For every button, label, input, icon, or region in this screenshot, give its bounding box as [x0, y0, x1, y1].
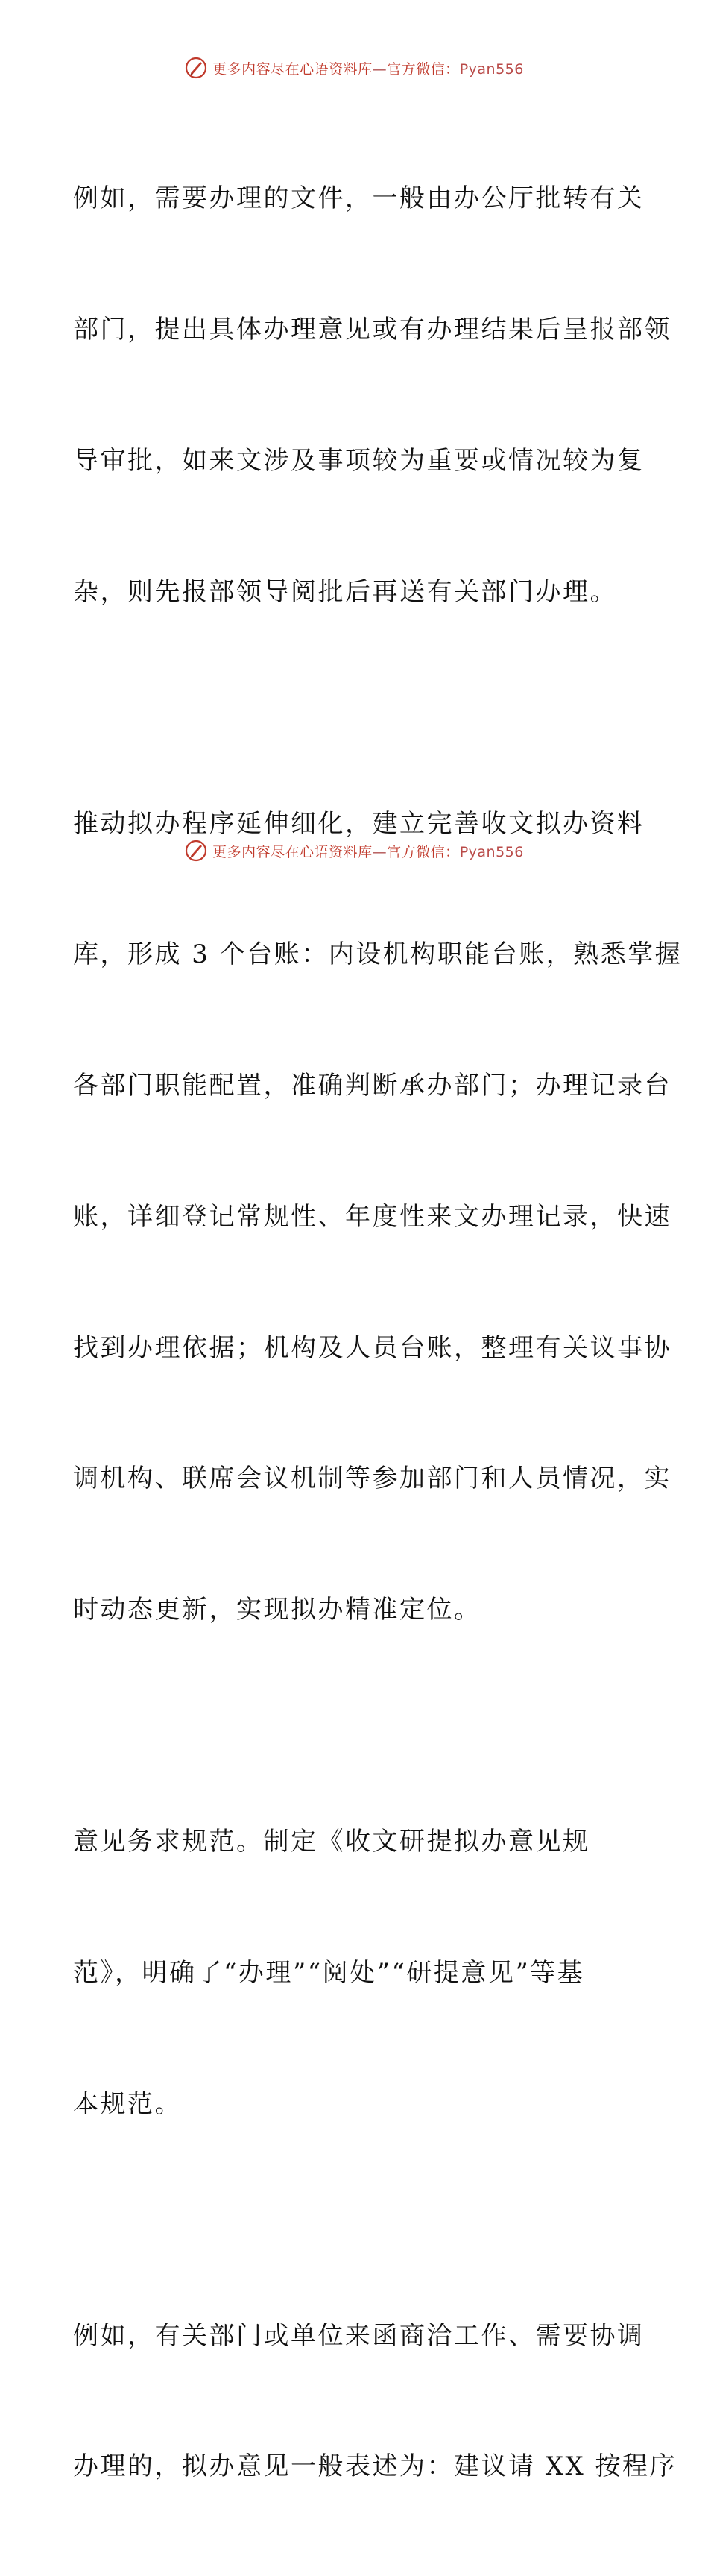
- watermark-site: 更多内容尽在心语资料库: [212, 61, 373, 78]
- text-line: 各部门职能配置，准确判断承办部门；办理记录台: [73, 1064, 639, 1108]
- text-line: 办理的，拟办意见一般表述为：建议请 XX 按程序: [73, 2445, 639, 2489]
- text-line: 部门，提出具体办理意见或有办理结果后呈报部领: [73, 308, 639, 352]
- document-body: [73, 89, 639, 2576]
- paragraph-1: [73, 89, 639, 701]
- paragraph-4: [73, 2227, 639, 2576]
- text-line: 杂，则先报部领导阅批后再送有关部门办理。: [73, 570, 639, 614]
- text-line: 意见务求规范。制定《收文研提拟办意见规: [73, 1820, 639, 1864]
- paragraph-3: [73, 1733, 639, 2214]
- watermark-handle: Pyan556: [460, 61, 524, 78]
- text-line: 库，形成 3 个台账：内设机构职能台账，熟悉掌握: [73, 933, 639, 977]
- text-line: 例如，需要办理的文件，一般由办公厅批转有关: [73, 177, 639, 221]
- text-line: 本规范。: [73, 2082, 639, 2126]
- watermark-separator: —: [373, 844, 388, 860]
- watermark-channel: 官方微信：: [387, 61, 460, 78]
- quill-pen-seal-icon: [184, 839, 208, 863]
- text-line: 账，详细登记常规性、年度性来文办理记录，快速: [73, 1195, 639, 1239]
- footer-watermark: [0, 836, 708, 866]
- header-watermark: [0, 53, 708, 83]
- watermark-text: [212, 58, 524, 78]
- watermark-channel: 官方微信：: [387, 844, 460, 860]
- text-line: 导审批，如来文涉及事项较为重要或情况较为复: [73, 439, 639, 483]
- watermark-site: 更多内容尽在心语资料库: [212, 844, 373, 860]
- text-line: 例如，有关部门或单位来函商洽工作、需要协调: [73, 2314, 639, 2358]
- text-line: 时动态更新，实现拟办精准定位。: [73, 1588, 639, 1632]
- text-line: 调机构、联席会议机制等参加部门和人员情况，实: [73, 1457, 639, 1501]
- text-line: 找到办理依据；机构及人员台账，整理有关议事协: [73, 1326, 639, 1370]
- watermark-text: [212, 841, 524, 861]
- quill-pen-seal-icon: [184, 56, 208, 80]
- text-line: 范》，明确了“办理”“阅处”“研提意见”等基: [73, 1951, 639, 1995]
- text-line: 推动拟办程序延伸细化，建立完善收文拟办资料: [73, 802, 639, 846]
- watermark-handle: Pyan556: [460, 844, 524, 860]
- watermark-separator: —: [373, 61, 388, 78]
